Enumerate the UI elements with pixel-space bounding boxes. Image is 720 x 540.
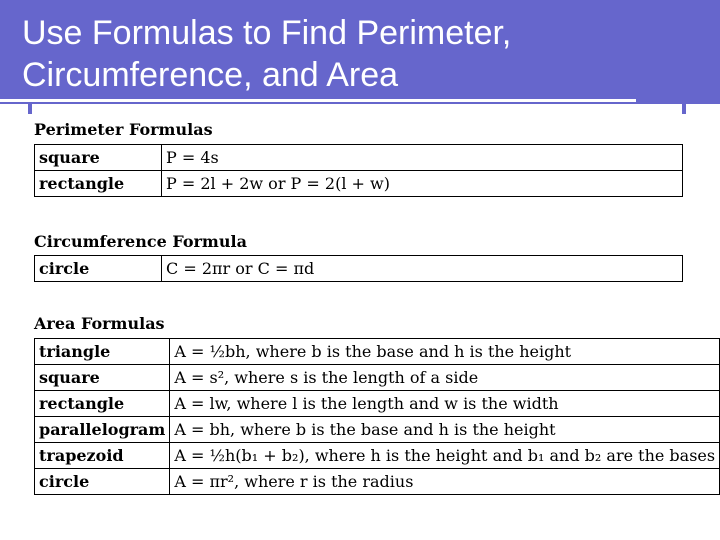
shape-cell: trapezoid (35, 443, 170, 469)
shape-cell: triangle (35, 339, 170, 365)
corner-tick-right (682, 104, 686, 114)
section-heading-area: Area Formulas (34, 314, 165, 333)
title-line-2: Circumference, and Area (22, 56, 399, 94)
formula-cell: P = 2l + 2w or P = 2(l + w) (162, 171, 683, 197)
formula-cell: A = bh, where b is the base and h is the height (170, 417, 720, 443)
table-row (35, 145, 683, 171)
shape-cell: circle (35, 469, 170, 495)
formula-cell: A = ½bh, where b is the base and h is the height (170, 339, 720, 365)
section-heading-perimeter: Perimeter Formulas (34, 120, 213, 139)
section-heading-circumference: Circumference Formula (34, 232, 247, 251)
shape-cell: circle (35, 256, 162, 282)
shape-cell: parallelogram (35, 417, 170, 443)
perimeter-table (34, 144, 683, 197)
formula-cell: A = lw, where l is the length and w is the width (170, 391, 720, 417)
shape-cell: rectangle (35, 391, 170, 417)
circumference-table (34, 255, 683, 282)
title-line-1: Use Formulas to Find Perimeter, (22, 14, 512, 52)
formula-cell: P = 4s (162, 145, 683, 171)
table-row (35, 256, 683, 282)
slide-title (22, 12, 662, 96)
title-bar (0, 0, 720, 104)
table-row (35, 469, 720, 495)
table-row (35, 171, 683, 197)
table-row (35, 339, 720, 365)
formula-cell: A = s², where s is the length of a side (170, 365, 720, 391)
shape-cell: square (35, 365, 170, 391)
table-row (35, 443, 720, 469)
shape-cell: square (35, 145, 162, 171)
corner-tick-left (28, 104, 32, 114)
area-table (34, 338, 720, 495)
formula-cell: C = 2πr or C = πd (162, 256, 683, 282)
table-row (35, 391, 720, 417)
formula-cell: A = πr², where r is the radius (170, 469, 720, 495)
formula-cell: A = ½h(b₁ + b₂), where h is the height and b₁ and b₂ are the bases (170, 443, 720, 469)
title-underline (0, 99, 636, 102)
table-row (35, 417, 720, 443)
table-row (35, 365, 720, 391)
shape-cell: rectangle (35, 171, 162, 197)
